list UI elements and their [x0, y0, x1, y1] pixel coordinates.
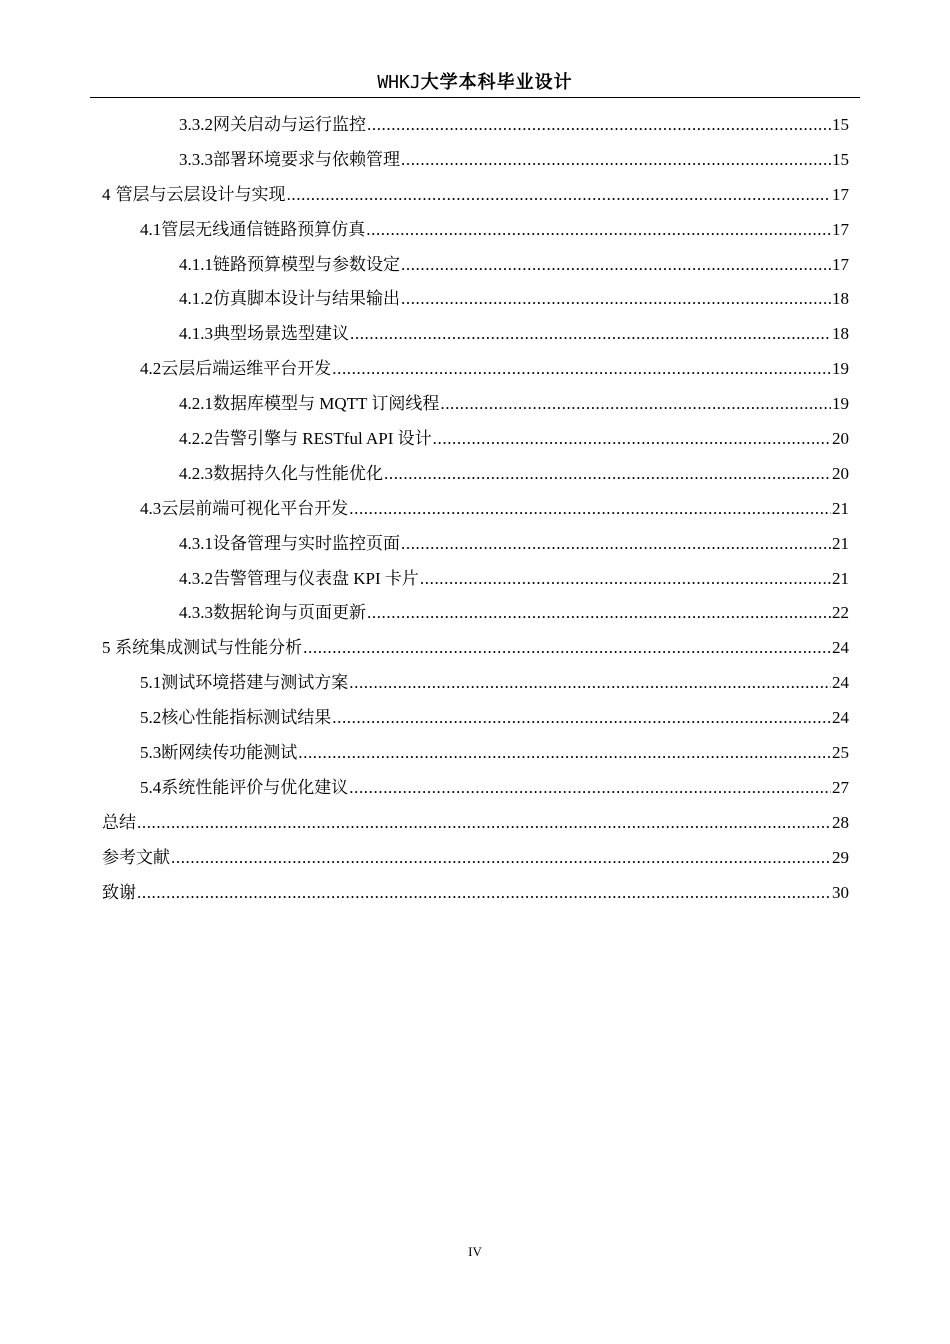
toc-dot-leader: [420, 562, 831, 597]
toc-dot-leader: [367, 596, 831, 631]
toc-entry[interactable]: [102, 352, 849, 387]
toc-entry-page: 17: [832, 254, 849, 274]
toc-entry-title: 设备管理与实时监控页面: [213, 533, 400, 553]
toc-entry[interactable]: [102, 282, 849, 317]
toc-entry-title: 链路预算模型与参数设定: [213, 254, 400, 274]
toc-entry-page: 15: [832, 115, 849, 134]
toc-entry[interactable]: [102, 596, 849, 631]
toc-entry-title: 网关启动与运行监控: [213, 115, 366, 134]
toc-entry-number: 4.2.3: [179, 463, 213, 483]
toc-entry-page: 24: [832, 708, 849, 728]
toc-dot-leader: [440, 387, 831, 422]
toc-entry-title: 仿真脚本设计与结果输出: [213, 289, 400, 309]
toc-dot-leader: [287, 178, 831, 213]
toc-entry-title: 数据持久化与性能优化: [213, 463, 383, 483]
table-of-contents: [102, 108, 849, 910]
toc-entry-page: 18: [832, 324, 849, 344]
toc-entry-title: 云层后端运维平台开发: [161, 359, 332, 379]
toc-dot-leader: [137, 876, 831, 911]
toc-entry-number: 5.1: [140, 673, 162, 693]
toc-dot-leader: [303, 631, 831, 666]
toc-entry[interactable]: [102, 317, 849, 352]
toc-entry-number: 4.1.3: [179, 324, 213, 344]
toc-dot-leader: [332, 701, 831, 736]
toc-entry[interactable]: [102, 562, 849, 597]
toc-entry-title: 告警管理与仪表盘 KPI 卡片: [213, 568, 419, 588]
toc-entry[interactable]: [102, 701, 849, 736]
toc-entry-number: 4: [102, 184, 111, 204]
toc-entry-title: 系统性能评价与优化建议: [161, 777, 349, 797]
toc-dot-leader: [298, 736, 831, 771]
toc-entry-title: 云层前端可视化平台开发: [161, 498, 349, 518]
toc-entry-page: 17: [832, 219, 849, 239]
toc-entry-page: 25: [832, 743, 849, 763]
toc-entry-number: 4.3.2: [179, 568, 213, 588]
toc-entry-number: 5.2: [140, 708, 162, 728]
toc-entry[interactable]: [102, 178, 849, 213]
toc-entry-page: 27: [832, 777, 849, 797]
toc-entry-title: 管层无线通信链路预算仿真: [161, 219, 366, 239]
toc-entry-page: 17: [832, 184, 849, 204]
toc-dot-leader: [171, 841, 831, 876]
toc-dot-leader: [349, 771, 831, 806]
toc-dot-leader: [350, 317, 831, 352]
toc-entry-page: 21: [832, 498, 849, 518]
toc-entry[interactable]: [102, 387, 849, 422]
page-header: [90, 70, 860, 96]
toc-entry-page: 22: [832, 603, 849, 623]
toc-entry-title: 管层与云层设计与实现: [115, 184, 286, 204]
toc-entry-number: 3.3.3: [179, 149, 213, 169]
toc-entry-number: 5.4: [140, 777, 162, 797]
toc-entry[interactable]: [102, 213, 849, 248]
toc-entry-number: 4.1.2: [179, 289, 213, 309]
toc-entry-page: 24: [832, 638, 849, 658]
toc-dot-leader: [384, 457, 831, 492]
toc-entry-page: 20: [832, 463, 849, 483]
toc-entry-page: 19: [832, 359, 849, 379]
header-title: 大学本科毕业设计: [420, 72, 573, 93]
toc-dot-leader: [401, 282, 831, 317]
toc-entry[interactable]: [102, 841, 849, 876]
toc-entry[interactable]: [102, 736, 849, 771]
toc-entry-number: 4.1.1: [179, 254, 213, 274]
toc-entry-page: 15: [832, 149, 849, 169]
toc-entry-number: 5: [102, 638, 111, 658]
toc-dot-leader: [349, 492, 831, 527]
toc-dot-leader: [366, 213, 831, 248]
toc-entry[interactable]: [102, 876, 849, 911]
toc-entry[interactable]: [102, 422, 849, 457]
header-rule: [90, 97, 860, 98]
toc-entry[interactable]: [102, 492, 849, 527]
toc-entry-number: 4.2.2: [179, 429, 213, 449]
toc-entry-page: 20: [832, 429, 849, 449]
toc-entry[interactable]: [102, 771, 849, 806]
toc-entry[interactable]: [102, 806, 849, 841]
toc-entry-number: 4.2: [140, 359, 162, 379]
toc-entry-page: 21: [832, 568, 849, 588]
toc-entry-number: 4.3.1: [179, 533, 213, 553]
toc-entry-title: 告警引擎与 RESTful API 设计: [213, 429, 432, 449]
toc-dot-leader: [332, 352, 831, 387]
toc-entry[interactable]: [102, 527, 849, 562]
toc-entry[interactable]: [102, 108, 849, 143]
header-school: WHKJ: [377, 72, 421, 93]
toc-entry-title: 致谢: [102, 882, 136, 902]
toc-dot-leader: [137, 806, 831, 841]
toc-entry[interactable]: [102, 631, 849, 666]
toc-entry-number: 4.3.3: [179, 603, 213, 623]
toc-entry-title: 部署环境要求与依赖管理: [213, 149, 400, 169]
toc-entry-page: 28: [832, 812, 849, 832]
toc-entry-number: 4.2.1: [179, 394, 213, 414]
toc-entry-page: 19: [832, 394, 849, 414]
toc-entry-title: 典型场景选型建议: [213, 324, 349, 344]
toc-entry-title: 断网续传功能测试: [161, 743, 298, 763]
toc-entry-title: 参考文献: [102, 847, 170, 867]
toc-entry[interactable]: [102, 666, 849, 701]
toc-dot-leader: [349, 666, 831, 701]
toc-entry-title: 系统集成测试与性能分析: [115, 638, 303, 658]
toc-entry-number: 4.3: [140, 498, 162, 518]
toc-dot-leader: [433, 422, 831, 457]
toc-dot-leader: [401, 527, 831, 562]
toc-entry[interactable]: [102, 248, 849, 283]
toc-entry-number: 3.3.2: [179, 115, 213, 134]
toc-entry-number: 5.3: [140, 743, 162, 763]
toc-entry-page: 24: [832, 673, 849, 693]
toc-entry-page: 30: [832, 882, 849, 902]
toc-entry-title: 测试环境搭建与测试方案: [161, 673, 349, 693]
toc-entry-title: 数据轮询与页面更新: [213, 603, 366, 623]
toc-dot-leader: [367, 108, 831, 143]
toc-entry-title: 数据库模型与 MQTT 订阅线程: [213, 394, 440, 414]
toc-dot-leader: [401, 143, 831, 178]
toc-entry[interactable]: [102, 143, 849, 178]
toc-entry-page: 18: [832, 289, 849, 309]
toc-entry-title: 核心性能指标测试结果: [161, 708, 332, 728]
toc-entry[interactable]: [102, 457, 849, 492]
toc-dot-leader: [401, 248, 831, 283]
page-number: IV: [468, 1244, 482, 1259]
toc-entry-title: 总结: [102, 812, 136, 832]
toc-entry-number: 4.1: [140, 219, 162, 239]
toc-entry-page: 21: [832, 533, 849, 553]
toc-entry-page: 29: [832, 847, 849, 867]
